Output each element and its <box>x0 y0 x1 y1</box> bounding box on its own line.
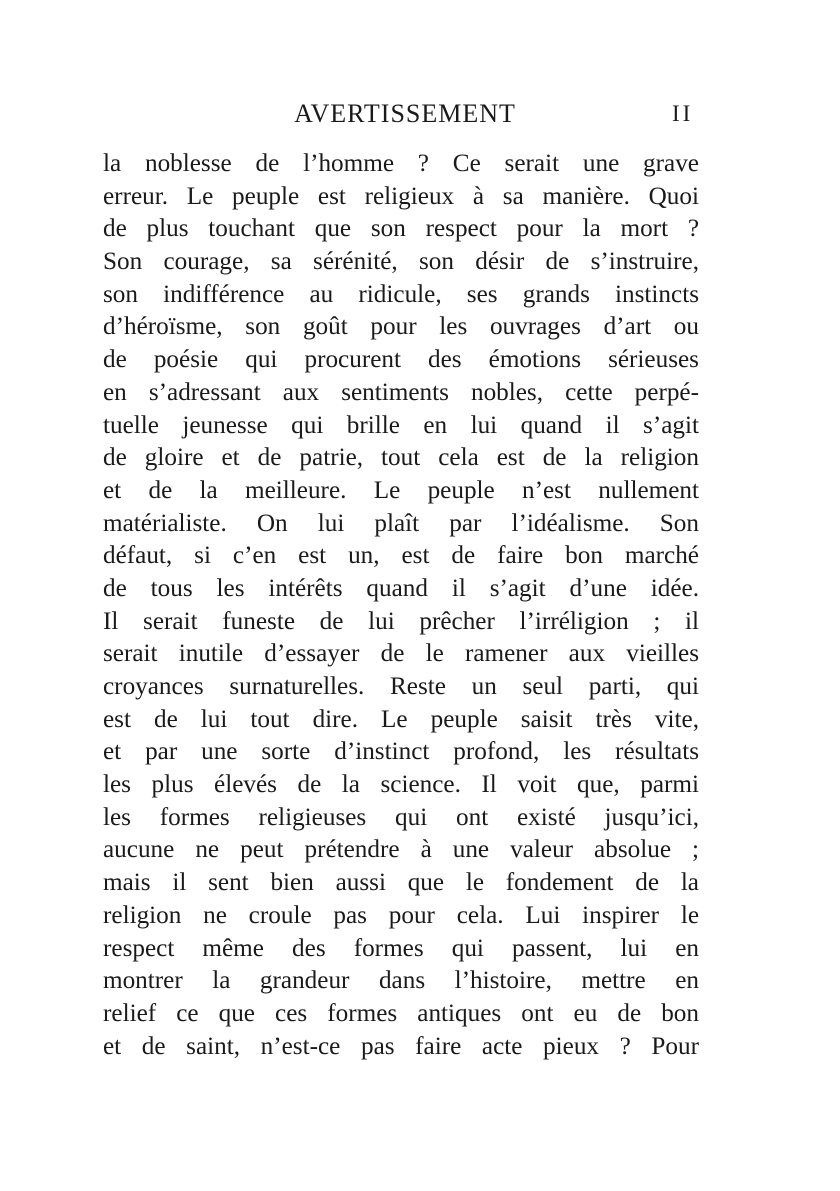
text-line: défaut, si c’en est un, est de faire bon marché <box>103 542 699 570</box>
text-line: la noblesse de l’homme ? Ce serait une grave <box>103 150 699 177</box>
text-line: religion ne croule pas pour cela. Lui inspirer le <box>103 901 699 929</box>
text-line: et par une sorte d’instinct profond, les résultats <box>103 738 699 766</box>
text-line: tuelle jeunesse qui brille en lui quand il s’agit <box>103 411 699 439</box>
text-line: de poésie qui procurent des émotions sérieuses <box>103 346 699 374</box>
text-line: erreur. Le peuple est religieux à sa manière. Quoi <box>103 182 699 210</box>
text-line: croyances surnaturelles. Reste un seul parti, qui <box>103 673 699 700</box>
text-line: est de lui tout dire. Le peuple saisit très vite, <box>103 705 699 733</box>
text-line: de plus touchant que son respect pour la mort ? <box>103 215 699 243</box>
text-line: d’héroïsme, son goût pour les ouvrages d’art ou <box>103 313 699 341</box>
text-line: les formes religieuses qui ont existé jusqu’ici, <box>103 803 699 831</box>
body-text <box>103 148 699 1063</box>
text-line: en s’adressant aux sentiments nobles, cette perpé- <box>103 378 699 406</box>
text-line: Son courage, sa sérénité, son désir de s’instruire, <box>103 248 699 276</box>
text-line: respect même des formes qui passent, lui en <box>103 934 699 962</box>
running-title: AVERTISSEMENT <box>294 99 516 128</box>
text-line: matérialiste. On lui plaît par l’idéalisme. Son <box>103 509 699 537</box>
text-line: serait inutile d’essayer de le ramener aux vieilles <box>103 640 699 668</box>
page-number: II <box>672 101 694 126</box>
text-line: et de la meilleure. Le peuple n’est nullement <box>103 476 699 504</box>
text-line: son indifférence au ridicule, ses grands instincts <box>103 280 699 308</box>
running-head <box>0 94 840 134</box>
text-line: de gloire et de patrie, tout cela est de la religion <box>103 444 699 472</box>
text-line: les plus élevés de la science. Il voit que, parmi <box>103 771 699 799</box>
text-line: et de saint, n’est-ce pas faire acte pieux ? Pour <box>103 1032 699 1060</box>
text-line: relief ce que ces formes antiques ont eu de bon <box>103 999 699 1027</box>
text-line: aucune ne peut prétendre à une valeur absolue ; <box>103 836 699 864</box>
text-line: mais il sent bien aussi que le fondement de la <box>103 869 699 897</box>
text-line: montrer la grandeur dans l’histoire, mettre en <box>103 967 699 995</box>
text-line: Il serait funeste de lui prêcher l’irréligion ; il <box>103 607 699 635</box>
text-line: de tous les intérêts quand il s’agit d’une idée. <box>103 574 699 602</box>
